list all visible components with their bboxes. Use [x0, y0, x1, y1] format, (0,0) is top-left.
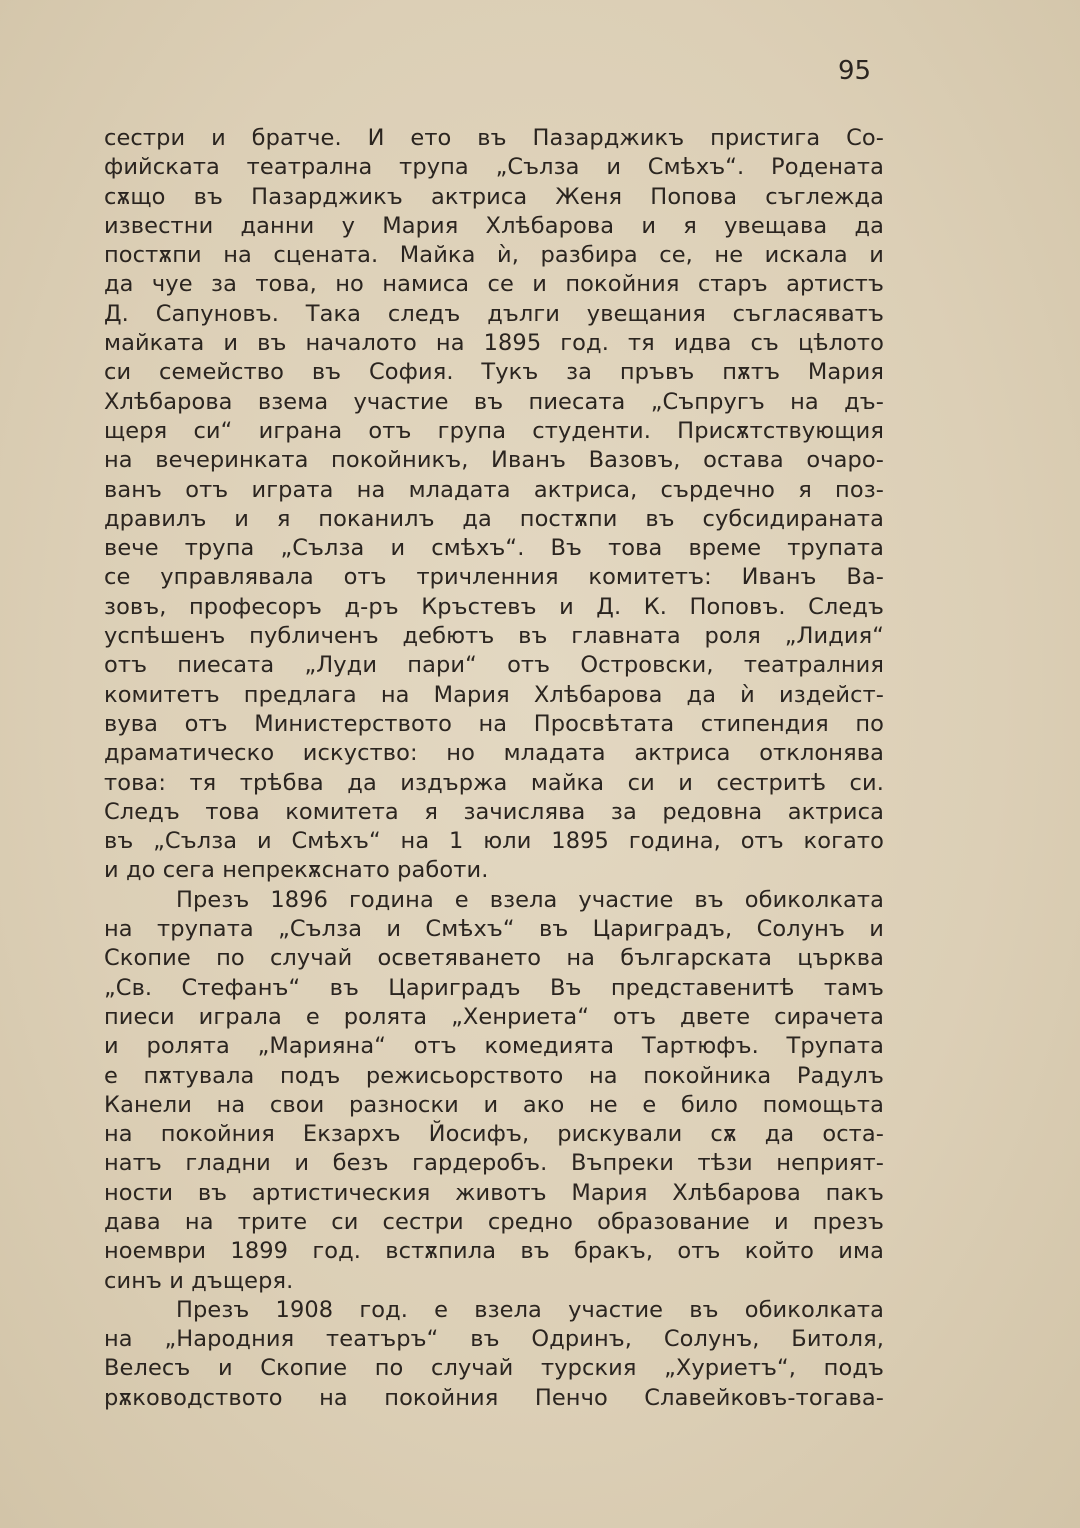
text-line: ности въ артистическия животъ Мария Хлѣбарова пакъ: [104, 1179, 884, 1206]
text-line: сѫщо въ Пазарджикъ актриса Женя Попова съглежда: [104, 183, 884, 210]
text-line: на покойния Екзархъ Йосифъ, рискували сѫ да оста-: [104, 1121, 884, 1148]
text-line: пиеси играла е ролята „Хенриета“ отъ двете сирачета: [104, 1003, 884, 1030]
text-line: отъ пиесата „Луди пари“ отъ Островски, театралния: [104, 652, 884, 679]
text-line: е пѫтувала подъ режисьорството на покойника Радулъ: [104, 1062, 884, 1089]
body-text: [104, 124, 884, 1413]
text-line: Следъ това комитета я зачислява за редовна актриса: [104, 798, 884, 825]
text-line: постѫпи на сцената. Майка ѝ, разбира се, не искала и: [104, 242, 884, 269]
text-line: майката и въ началото на 1895 год. тя идва съ цѣлото: [104, 330, 884, 357]
text-line: на вечеринката покойникъ, Иванъ Вазовъ, остава очаро-: [104, 447, 884, 474]
text-line: и до сега непрекѫснато работи.: [104, 857, 489, 884]
text-line: сестри и братче. И ето въ Пазарджикъ пристига Со-: [104, 125, 884, 151]
text-line: на „Народния театъръ“ въ Одринъ, Солунъ, Битоля,: [104, 1326, 884, 1353]
text-line: щеря си“ играна отъ група студенти. Присѫтствующия: [104, 417, 884, 444]
text-line: дава на трите си сестри средно образование и презъ: [104, 1208, 884, 1235]
text-line: драматическо искуство: но младата актриса отклонява: [104, 740, 884, 767]
text-line: си семейство въ София. Тукъ за пръвъ пѫтъ Мария: [104, 359, 884, 386]
text-line: вече трупа „Сълза и смѣхъ“. Въ това време трупата: [104, 535, 884, 562]
text-line: дравилъ и я поканилъ да постѫпи въ субсидираната: [104, 505, 884, 532]
text-line: натъ гладни и безъ гардеробъ. Въпреки тѣзи неприят-: [104, 1150, 884, 1177]
text-line: вува отъ Министерството на Просвѣтата стипендия по: [104, 710, 884, 737]
text-line: ванъ отъ играта на младата актриса, сърдечно я поз-: [104, 476, 884, 503]
text-line: „Св. Стефанъ“ въ Цариградъ Въ представенитѣ тамъ: [104, 974, 884, 1001]
text-line: Велесъ и Скопие по случай турския „Хуриетъ“, подъ: [104, 1355, 884, 1382]
text-line: зовъ, професоръ д-ръ Кръстевъ и Д. К. Поповъ. Следъ: [104, 593, 884, 620]
text-line: ноември 1899 год. встѫпила въ бракъ, отъ който има: [104, 1238, 884, 1265]
text-line: да чуе за това, но намиса се и покойния старъ артистъ: [104, 271, 884, 298]
text-line: Скопие по случай осветяването на българската църква: [104, 945, 884, 972]
text-line: рѫководството на покойния Пенчо Славейковъ-тогава-: [104, 1384, 884, 1411]
text-line: на трупата „Сълза и Смѣхъ“ въ Цариградъ, Солунъ и: [104, 916, 884, 943]
text-line: това: тя трѣбва да издържа майка си и сестритѣ си.: [104, 769, 884, 796]
page-number: 95: [838, 56, 872, 86]
text-line: успѣшенъ публиченъ дебютъ въ главната роля „Лидия“: [104, 623, 884, 650]
text-line: комитетъ предлага на Мария Хлѣбарова да ѝ издейст-: [104, 681, 884, 708]
text-line: Хлѣбарова взема участие въ пиесата „Съпругъ на дъ-: [104, 388, 884, 415]
text-line: синъ и дъщеря.: [104, 1267, 294, 1294]
paragraph-first-line: Презъ 1908 год. е взела участие въ обиколката: [176, 1296, 884, 1323]
text-line: фийската театрална трупа „Сълза и Смѣхъ“. Родената: [104, 154, 884, 181]
paragraph-first-line: Презъ 1896 година е взела участие въ обиколката: [176, 886, 884, 913]
text-line: въ „Сълза и Смѣхъ“ на 1 юли 1895 година, отъ когато: [104, 828, 884, 855]
text-line: и ролята „Марияна“ отъ комедията Тартюфъ. Трупата: [104, 1033, 884, 1060]
text-line: се управлявала отъ тричленния комитетъ: Иванъ Ва-: [104, 564, 884, 591]
text-line: Д. Сапуновъ. Така следъ дълги увещания съгласяватъ: [104, 300, 884, 327]
text-line: известни данни у Мария Хлѣбарова и я увещава да: [104, 212, 884, 239]
text-line: Канели на свои разноски и ако не е било помощьта: [104, 1091, 884, 1118]
